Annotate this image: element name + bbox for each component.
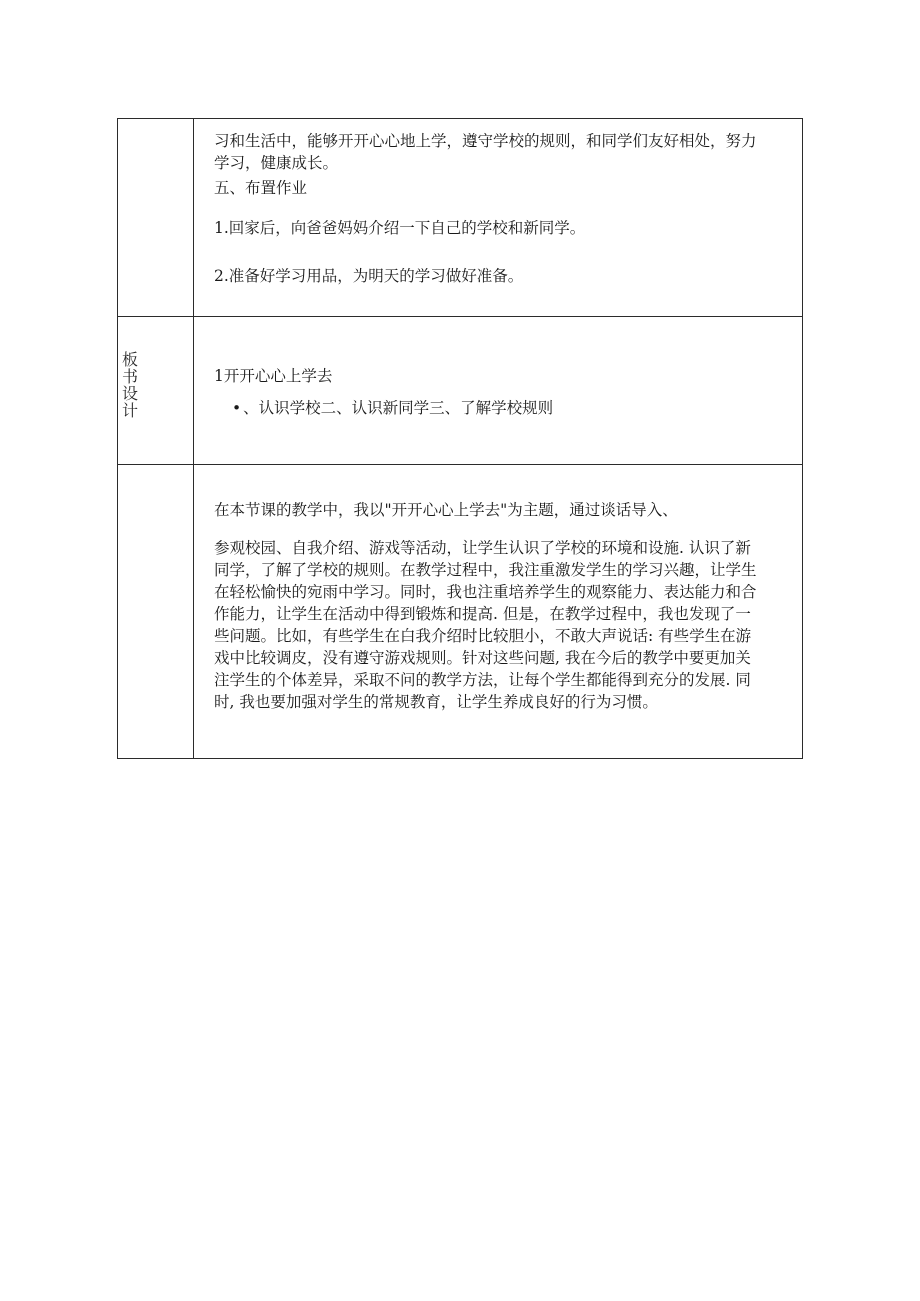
lesson-plan-table — [117, 118, 803, 759]
reflection-paragraph — [214, 537, 814, 713]
table-row-reflection — [118, 465, 802, 759]
row-content-cell — [194, 317, 802, 464]
text-line: 戏中比较调皮，没有遵守游戏规则。针对这些问题, 我在今后的教学中要更加关 — [214, 649, 751, 667]
table-row-board-design — [118, 317, 802, 465]
row-content-cell — [194, 465, 802, 759]
text-line: 些问题。比如，有些学生在白我介绍时比较胆小，不敢大声说话: 有些学生在游 — [214, 627, 752, 645]
label-char: 计 — [122, 401, 139, 420]
homework-item-1: 1.回家后，向爸爸妈妈介绍一下自己的学校和新同学。 — [214, 219, 586, 237]
row-content-cell — [194, 119, 802, 316]
text-line: 作能力，让学生在活动中得到锻炼和提高. 但是，在教学过程中，我也发现了一 — [214, 605, 751, 623]
label-char: 书 — [122, 367, 139, 386]
text-line: 学习，健康成长。 — [214, 154, 339, 172]
text-line: 注学生的个体差异，采取不问的教学方法，让每个学生都能得到充分的发展. 同 — [214, 671, 751, 689]
section-heading: 五、布置作业 — [214, 179, 308, 197]
summary-paragraph — [214, 130, 814, 174]
label-char: 设 — [122, 384, 139, 403]
homework-item-2: 2.准备好学习用品，为明天的学习做好准备。 — [214, 267, 524, 285]
reflection-first-line: 在本节课的教学中，我以"开开心心上学去"为主题，通过谈话导入、 — [214, 501, 678, 519]
text-line: 同学，了解了学校的规则。在教学过程中，我注重激发学生的学习兴趣，让学生 — [214, 561, 757, 579]
board-title: 1开开心心上学去 — [214, 367, 333, 385]
table-row-homework — [118, 119, 802, 317]
text-line: 在轻松愉快的宛雨中学习。同时，我也注重培养学生的观察能力、表达能力和合 — [214, 583, 757, 601]
text-line: 习和生活中，能够开开心心地上学，遵守学校的规则，和同学们友好相处，努力 — [214, 132, 757, 150]
row-label-cell — [118, 317, 194, 464]
row-label-cell-empty — [118, 465, 194, 759]
board-items — [232, 397, 553, 419]
row-label-cell-empty — [118, 119, 194, 316]
text-line: 时, 我也要加强对学生的常规教育，让学生养成良好的行为习惯。 — [214, 693, 658, 711]
text-line: 参观校园、自我介绍、游戏等活动，让学生认识了学校的环境和设施. 认识了新 — [214, 539, 751, 557]
bullet-icon: • — [232, 399, 242, 417]
board-design-label — [122, 351, 140, 419]
label-char: 板 — [122, 350, 139, 369]
board-items-text: 、认识学校二、认识新同学三、了解学校规则 — [243, 399, 554, 417]
